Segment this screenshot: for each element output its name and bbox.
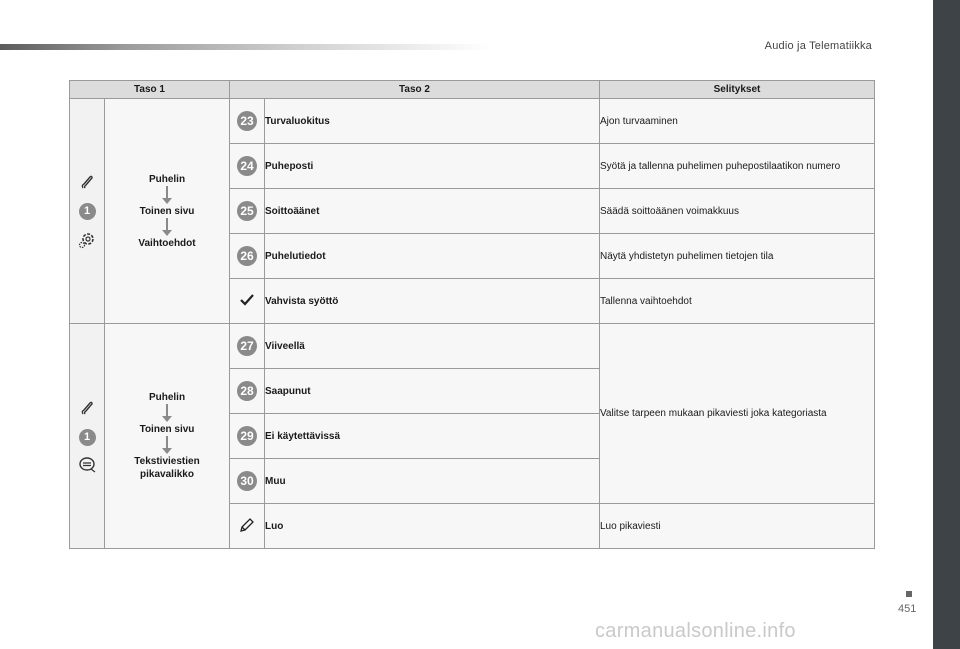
item-label: Puheposti: [265, 144, 600, 189]
phone-icon: [78, 173, 96, 191]
item-label: Vahvista syöttö: [265, 279, 600, 324]
item-badge: 28: [237, 381, 257, 401]
flow-step: Toinen sivu: [139, 205, 195, 217]
badge-cell: [230, 234, 265, 279]
item-label: Viiveellä: [265, 324, 600, 369]
arrow-down-icon: [160, 186, 174, 205]
item-description: Valitse tarpeen mukaan pikaviesti joka kategoriasta: [600, 324, 875, 504]
level1-flow-cell: [105, 99, 230, 324]
item-badge: 29: [237, 426, 257, 446]
flow-step: Vaihtoehdot: [138, 237, 196, 249]
column-header-descriptions: Selitykset: [600, 81, 875, 99]
column-header-level1: Taso 1: [70, 81, 230, 99]
item-description: Säädä soittoäänen voimakkuus: [600, 189, 875, 234]
item-description: Ajon turvaaminen: [600, 99, 875, 144]
badge-cell: [230, 414, 265, 459]
checkmark-icon: [240, 294, 254, 306]
item-label: Soittoäänet: [265, 189, 600, 234]
flow-step: Tekstiviestien pikavalikko: [134, 456, 200, 480]
item-badge: 25: [237, 201, 257, 221]
badge-cell: [230, 324, 265, 369]
arrow-down-icon: [160, 436, 174, 455]
flow-step: Puhelin: [148, 392, 186, 403]
table-row: [70, 324, 875, 369]
badge-cell: [230, 144, 265, 189]
badge-cell: [230, 189, 265, 234]
item-description: Luo pikaviesti: [600, 504, 875, 549]
table-row: [70, 99, 875, 144]
level1-badge: 1: [79, 203, 96, 220]
item-label: Turvaluokitus: [265, 99, 600, 144]
icon-cell: [230, 279, 265, 324]
column-header-level2: Taso 2: [230, 81, 600, 99]
item-badge: 27: [237, 336, 257, 356]
right-edge-bar: [933, 0, 960, 649]
item-badge: 24: [237, 156, 257, 176]
section-title: Audio ja Telematiikka: [764, 40, 872, 52]
item-badge: 23: [237, 111, 257, 131]
item-label: Ei käytettävissä: [265, 414, 600, 459]
level1-badge: 1: [79, 429, 96, 446]
badge-cell: [230, 459, 265, 504]
flow-step: Puhelin: [148, 173, 186, 185]
settings-gear-icon: [77, 230, 97, 250]
settings-table: [69, 80, 875, 549]
level1-icons-cell: [70, 324, 105, 549]
navigation-flow: [105, 391, 229, 481]
phone-icon: [78, 399, 96, 417]
item-label: Puhelutiedot: [265, 234, 600, 279]
header-gradient-bar: [0, 44, 490, 50]
item-description: Tallenna vaihtoehdot: [600, 279, 875, 324]
page-number: 451: [898, 603, 917, 615]
page-marker: [906, 591, 912, 597]
icon-cell: [230, 504, 265, 549]
level1-icons-cell: [70, 99, 105, 324]
badge-cell: [230, 99, 265, 144]
level1-flow-cell: [105, 324, 230, 549]
arrow-down-icon: [160, 404, 174, 423]
item-badge: 30: [237, 471, 257, 491]
message-bubble-icon: [77, 456, 97, 474]
watermark: carmanualsonline.info: [595, 620, 796, 642]
arrow-down-icon: [160, 218, 174, 237]
item-badge: 26: [237, 246, 257, 266]
pencil-icon: [239, 517, 255, 533]
navigation-flow: [105, 173, 229, 250]
table-header-row: [70, 81, 875, 99]
item-label: Saapunut: [265, 369, 600, 414]
item-label: Luo: [265, 504, 600, 549]
item-description: Syötä ja tallenna puhelimen puhepostilaatikon numero: [600, 144, 875, 189]
item-label: Muu: [265, 459, 600, 504]
item-description: Näytä yhdistetyn puhelimen tietojen tila: [600, 234, 875, 279]
badge-cell: [230, 369, 265, 414]
flow-step: Toinen sivu: [139, 424, 195, 435]
